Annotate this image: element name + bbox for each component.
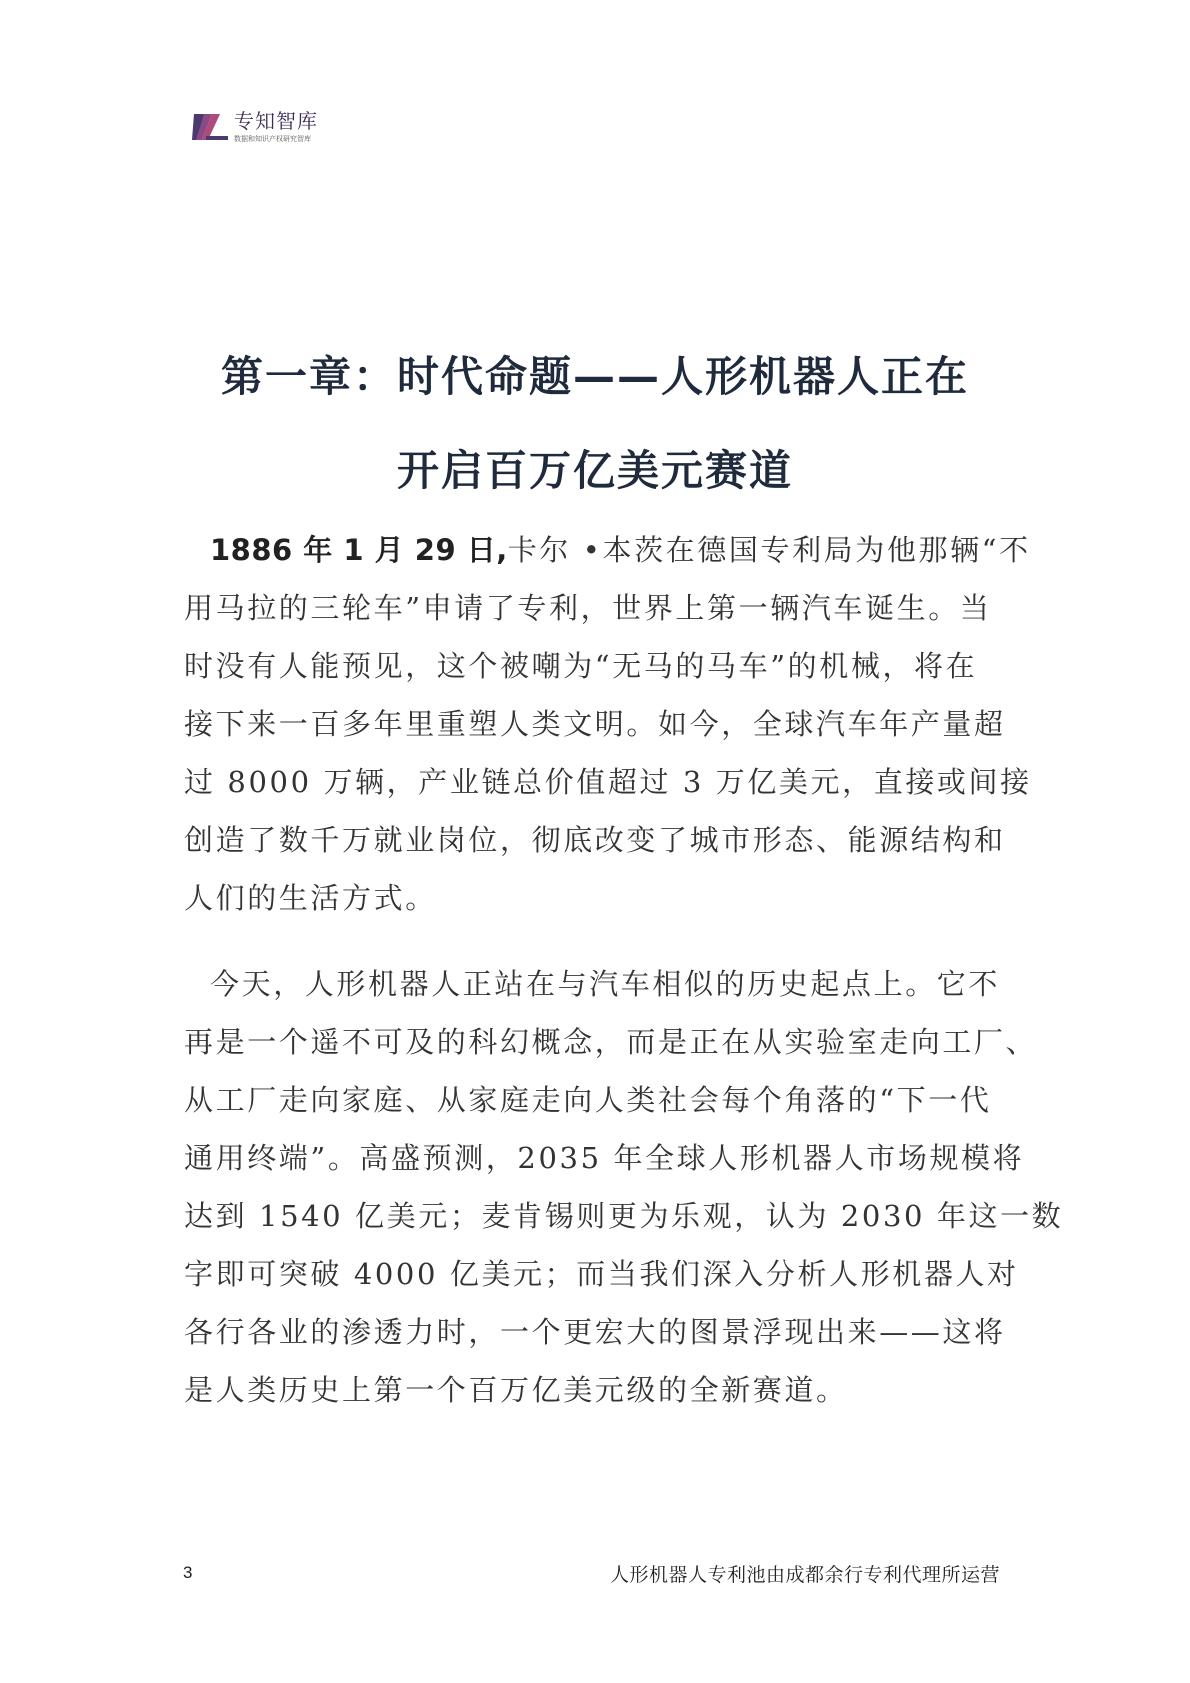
logo-name: 专知智库 [234, 109, 318, 133]
footer-text: 人形机器人专利池由成都余行专利代理所运营 [609, 1564, 1000, 1586]
paragraph-line: 创造了数千万就业岗位，彻底改变了城市形态、能源结构和 [184, 823, 1006, 857]
paragraph-line: 达到 1540 亿美元；麦肯锡则更为乐观，认为 2030 年这一数 [184, 1199, 1064, 1233]
page-number: 3 [183, 1563, 193, 1582]
logo [192, 108, 318, 146]
logo-tagline: 数据和知识产权研究智库 [234, 135, 311, 143]
paragraph-line: 接下来一百多年里重塑人类文明。如今，全球汽车年产量超 [184, 707, 1006, 741]
zhuanzhi-logo-icon [192, 108, 230, 146]
paragraph-line: 是人类历史上第一个百万亿美元级的全新赛道。 [184, 1373, 848, 1407]
chapter-title-line-1: 第一章：时代命题——人形机器人正在 [220, 352, 969, 401]
paragraph-line: 人们的生活方式。 [184, 881, 437, 915]
paragraph-line: 从工厂走向家庭、从家庭走向人类社会每个角落的“下一代 [184, 1083, 992, 1117]
paragraph-line: 过 8000 万辆，产业链总价值超过 3 万亿美元，直接或间接 [184, 765, 1032, 799]
date-lead: 1886 年 1 月 29 日, [210, 533, 508, 567]
paragraph-line: 用马拉的三轮车”申请了专利，世界上第一辆汽车诞生。当 [184, 591, 992, 625]
chapter-title-line-2: 开启百万亿美元赛道 [396, 446, 793, 495]
paragraph-1-line-1 [210, 532, 1070, 568]
paragraph-line: 字即可突破 4000 亿美元；而当我们深入分析人形机器人对 [184, 1257, 1019, 1291]
paragraph-1-text: 卡尔 •本茨在德国专利局为他那辆“不 [507, 533, 1031, 567]
paragraph-2-line-1: 今天，人形机器人正站在与汽车相似的历史起点上。它不 [210, 967, 1001, 1001]
paragraph-line: 再是一个遥不可及的科幻概念，而是正在从实验室走向工厂、 [184, 1025, 1038, 1059]
paragraph-line: 时没有人能预见，这个被嘲为“无马的马车”的机械，将在 [184, 649, 978, 683]
paragraph-line: 各行各业的渗透力时，一个更宏大的图景浮现出来——这将 [184, 1315, 1006, 1349]
paragraph-line: 通用终端”。高盛预测，2035 年全球人形机器人市场规模将 [184, 1141, 1025, 1175]
